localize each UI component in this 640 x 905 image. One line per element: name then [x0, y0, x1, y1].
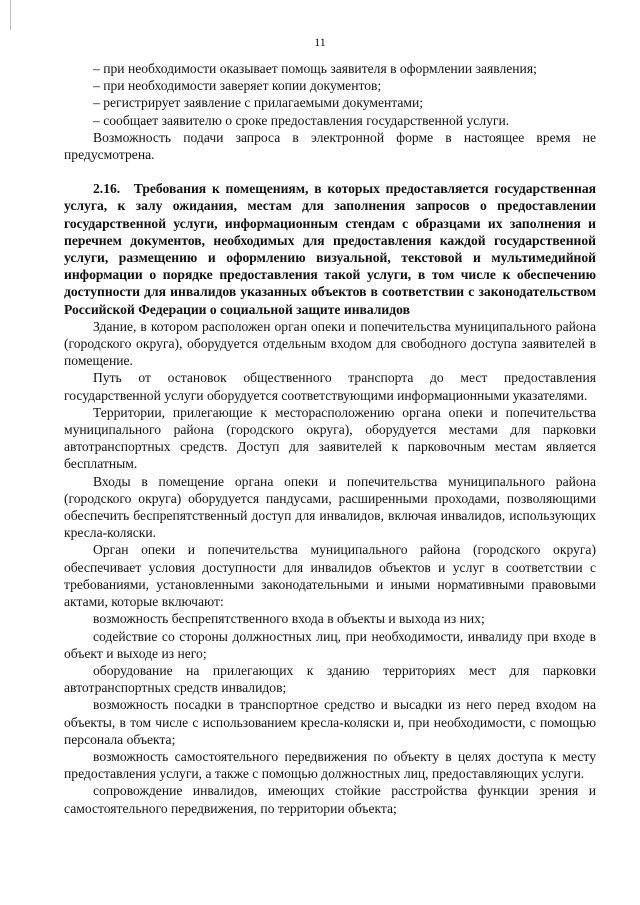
paragraph: возможность беспрепятственного входа в объекты и выхода из них;: [93, 611, 485, 627]
paragraph: Путь от остановок общественного транспорта до мест предоставления государственной услуги оборудуется соответствующими информационными указателями.: [64, 370, 596, 403]
paragraph: возможность самостоятельного передвижения по объекту в целях доступа к месту предоставления услуги, а также с помощью должностных лиц, предоставляющих услуги.: [64, 748, 596, 782]
paragraph: сопровождение инвалидов, имеющих стойкие расстройства функции зрения и самостоятельного передвижения, по территории объекта;: [64, 783, 596, 816]
page-number: 11: [314, 35, 326, 49]
paragraph: Входы в помещение органа опеки и попечительства муниципального района (городского округа) оборудуется пандусами, расширенными проходами, позволяющими обеспечить беспрепятственный доступ для инвалидов, включая инвалидов, использующих кресла-коляски.: [64, 473, 596, 541]
paragraph: оборудование на прилегающих к зданию территориях мест для парковки автотранспортных средств инвалидов;: [64, 662, 596, 696]
paragraph: содействие со стороны должностных лиц, при необходимости, инвалиду при входе в объект и выходе из него;: [64, 628, 596, 661]
list-item: – сообщает заявителю о сроке предоставления государственной услуги.: [93, 112, 510, 128]
paragraph: возможность посадки в транспортное средство и высадки из него перед входом на объекты, в том числе с использованием кресла-коляски и, при необходимости, с помощью персонала объекта;: [64, 697, 596, 747]
section-heading: 2.16. Требования к помещениям, в которых предоставляется государственная услуга, к залу ожидания, местам для заполнения запросов о предоставлении государственной услуги, информационным стендам с образцами их заполнения и перечнем документов, необходимых для предоставления каждой государственной услуги, размещению и оформлению визуальной, текстовой и мультимедийной информации о порядке предоставления такой услуги, в том числе к обеспечению доступности для инвалидов указанных объектов в соответствии с законодательством Российской Федерации о социальной защите инвалидов: [64, 181, 596, 317]
list-item: – регистрирует заявление с прилагаемыми документами;: [93, 95, 424, 111]
electronic-form-note: Возможность подачи запроса в электронной форме в настоящее время не предусмотрена.: [64, 129, 596, 163]
scan-edge-mark: [10, 0, 11, 30]
paragraph: Здание, в котором расположен орган опеки и попечительства муниципального района (городского округа), оборудуется отдельным входом для свободного доступа заявителей в помещение.: [64, 318, 596, 369]
document-body: [64, 60, 596, 817]
list-item: – при необходимости заверяет копии документов;: [93, 78, 382, 94]
paragraph: Орган опеки и попечительства муниципального района (городского округа) обеспечивает условия доступности для инвалидов объектов и услуг в соответствии с требованиями, установленными законодательными и иными нормативными правовыми актами, которые включают:: [64, 542, 596, 610]
paragraph: Территории, прилегающие к месторасположению органа опеки и попечительства муниципального района (городского округа), оборудуется местами для парковки автотранспортных средств. Доступ для заявителей к парковочным местам является бесплатным.: [64, 404, 596, 472]
list-item: – при необходимости оказывает помощь заявителя в оформлении заявления;: [93, 61, 537, 76]
